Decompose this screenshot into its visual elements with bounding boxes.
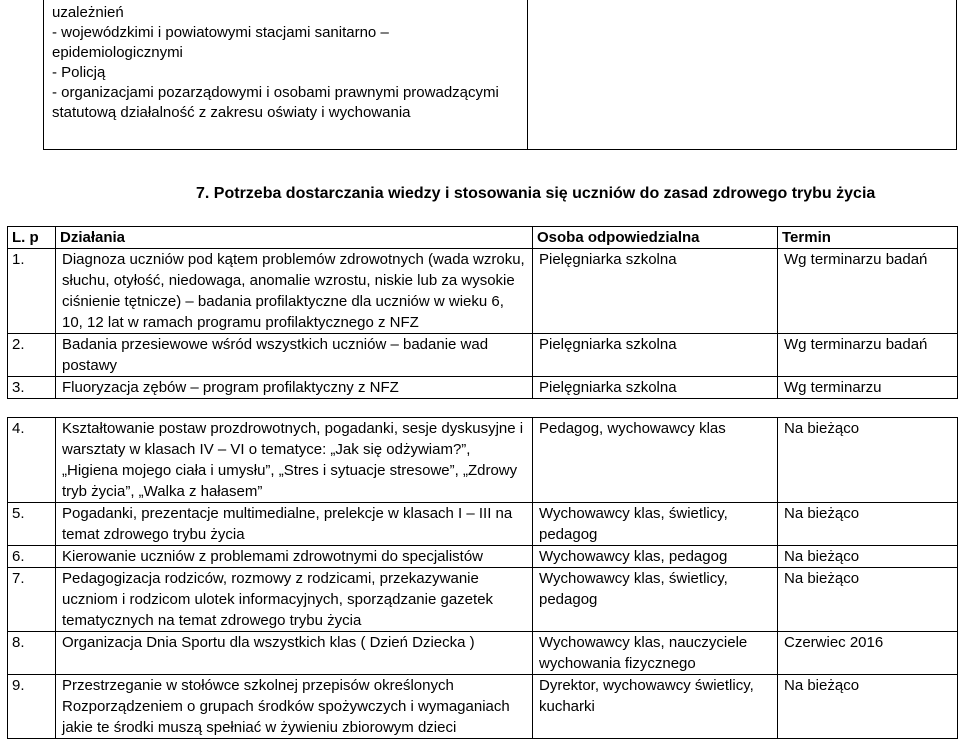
row-term: Wg terminarzu badań [778,334,958,377]
row-action: Diagnoza uczniów pod kątem problemów zdrowotnych (wada wzroku, słuchu, otyłość, niedowaga, anomalie wzrostu, niskie lub za wysokie ciśnienie tętnicze) – badania profilaktyczne dla uczniów w wieku 6, 10, 12 lat w ramach programu profilaktycznego z NFZ [56,249,533,334]
row-number: 8. [8,632,56,675]
previous-line: epidemiologicznymi [52,44,183,61]
table-row [8,334,958,377]
row-person: Dyrektor, wychowawcy świetlicy, kucharki [533,675,778,739]
gap-cell [8,399,56,418]
row-number: 2. [8,334,56,377]
previous-line: - organizacjami pozarządowymi i osobami prawnymi prowadzącymi [52,84,499,101]
previous-action-cell [44,0,528,150]
section-title: 7. Potrzeba dostarczania wiedzy i stosowania się uczniów do zasad zdrowego trybu życia [196,185,876,202]
table-gap-row [8,399,958,418]
previous-line: - Policją [52,64,106,81]
row-term: Czerwiec 2016 [778,632,958,675]
previous-line: - wojewódzkimi i powiatowymi stacjami sanitarno – [52,24,389,41]
gap-cell [56,399,533,418]
row-person: Pielęgniarka szkolna [533,249,778,334]
previous-action-text [44,0,527,123]
row-action: Fluoryzacja zębów – program profilaktyczny z NFZ [56,377,533,399]
row-person: Pielęgniarka szkolna [533,377,778,399]
header-actions: Działania [56,227,533,249]
row-term: Na bieżąco [778,418,958,503]
row-action: Badania przesiewowe wśród wszystkich uczniów – badanie wad postawy [56,334,533,377]
table-row [8,377,958,399]
table-row [8,503,958,546]
row-person: Wychowawcy klas, świetlicy, pedagog [533,568,778,632]
header-term: Termin [778,227,958,249]
row-number: 3. [8,377,56,399]
table-row [8,546,958,568]
row-number: 7. [8,568,56,632]
gap-cell [778,399,958,418]
previous-line: uzależnień [52,4,124,21]
row-number: 4. [8,418,56,503]
header-lp: L. p [8,227,56,249]
row-term: Na bieżąco [778,503,958,546]
header-person: Osoba odpowiedzialna [533,227,778,249]
previous-line: statutową działalność z zakresu oświaty i wychowania [52,104,411,121]
row-term: Wg terminarzu badań [778,249,958,334]
row-action: Kształtowanie postaw prozdrowotnych, pogadanki, sesje dyskusyjne i warsztaty w klasach IV – VI o tematyce: „Jak się odżywiam?”, „Higiena mojego ciała i umysłu”, „Stres i sytuacje stresowe”, „Zdrowy tryb życia”, „Walka z hałasem” [56,418,533,503]
row-action: Kierowanie uczniów z problemami zdrowotnymi do specjalistów [56,546,533,568]
row-person: Wychowawcy klas, nauczyciele wychowania fizycznego [533,632,778,675]
row-action: Organizacja Dnia Sportu dla wszystkich klas ( Dzień Dziecka ) [56,632,533,675]
row-number: 1. [8,249,56,334]
row-person: Pielęgniarka szkolna [533,334,778,377]
row-person: Wychowawcy klas, świetlicy, pedagog [533,503,778,546]
table-header-row [8,227,958,249]
table-row [8,249,958,334]
row-action: Pedagogizacja rodziców, rozmowy z rodzicami, przekazywanie uczniom i rodzicom ulotek informacyjnych, sporządzanie gazetek tematycznych na temat zdrowego trybu życia [56,568,533,632]
table-row [8,632,958,675]
row-number: 6. [8,546,56,568]
table-row [8,418,958,503]
row-action: Przestrzeganie w stołówce szkolnej przepisów określonych Rozporządzeniem o grupach środków spożywczych i wymaganiach jakie te środki muszą spełniać w żywieniu zbiorowym dzieci [56,675,533,739]
row-number: 9. [8,675,56,739]
gap-cell [533,399,778,418]
row-term: Na bieżąco [778,568,958,632]
actions-table [7,226,958,739]
row-term: Na bieżąco [778,675,958,739]
previous-empty-cell [528,0,957,150]
row-person: Wychowawcy klas, pedagog [533,546,778,568]
table-row [8,568,958,632]
row-term: Wg terminarzu [778,377,958,399]
table-row [8,675,958,739]
row-number: 5. [8,503,56,546]
row-term: Na bieżąco [778,546,958,568]
row-person: Pedagog, wychowawcy klas [533,418,778,503]
previous-table-fragment [43,0,957,150]
row-action: Pogadanki, prezentacje multimedialne, prelekcje w klasach I – III na temat zdrowego trybu życia [56,503,533,546]
